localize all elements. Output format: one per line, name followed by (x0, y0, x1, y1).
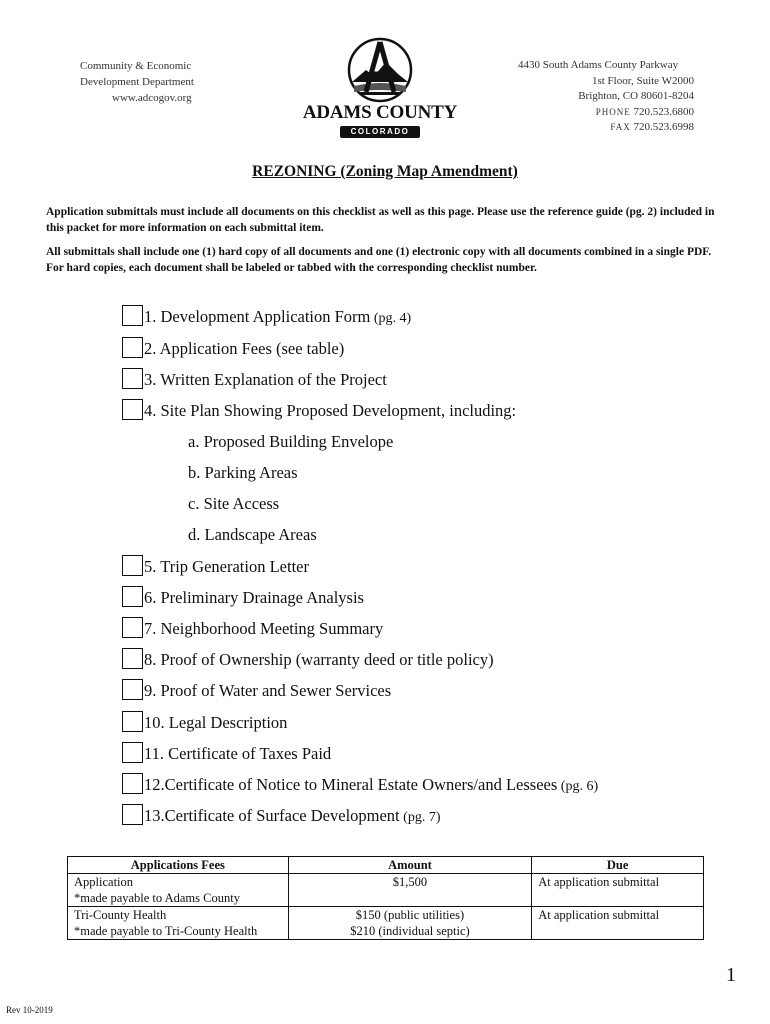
checklist-label-1: 1. Development Application Form (pg. 4) (144, 307, 412, 326)
checkbox-3[interactable] (122, 368, 143, 389)
checkbox-5[interactable] (122, 555, 143, 576)
checkbox-10[interactable] (122, 711, 143, 732)
due-cell: At application submittal (532, 907, 704, 940)
revision-label: Rev 10-2019 (6, 1005, 53, 1015)
checkbox-2[interactable] (122, 337, 143, 358)
checklist-label-5: 5. Trip Generation Letter (144, 557, 309, 576)
logo-state-banner: COLORADO (340, 126, 420, 138)
checklist-label-12: 12.Certificate of Notice to Mineral Estate Owners/and Lessees (pg. 6) (144, 775, 599, 794)
checkbox-9[interactable] (122, 679, 143, 700)
fax-line (518, 120, 694, 136)
amount-cell: $150 (public utilities) $210 (individual septic) (288, 907, 532, 940)
checkbox-7[interactable] (122, 617, 143, 638)
header-amount: Amount (288, 857, 532, 874)
checkbox-1[interactable] (122, 305, 143, 326)
checklist-label-10: 10. Legal Description (144, 713, 288, 732)
contact-info (518, 58, 694, 136)
fees-table (67, 856, 704, 940)
checklist-label-2: 2. Application Fees (see table) (144, 339, 345, 358)
fax-number: 720.523.6998 (633, 121, 694, 133)
checklist-label-9: 9. Proof of Water and Sewer Services (144, 681, 392, 700)
fax-label: FAX (610, 122, 631, 132)
checkbox-4[interactable] (122, 399, 143, 420)
checkbox-8[interactable] (122, 648, 143, 669)
county-seal-icon (300, 36, 460, 106)
phone-label: PHONE (595, 106, 631, 117)
subitem-d: d. Landscape Areas (188, 525, 317, 544)
checkbox-6[interactable] (122, 586, 143, 607)
logo-county-name: ADAMS COUNTY (302, 102, 458, 123)
fee-cell: Application *made payable to Adams County (68, 874, 289, 907)
department-line-1: Community & Economic (80, 60, 192, 72)
fee-cell: Tri-County Health *made payable to Tri-County Health (68, 907, 289, 940)
phone-number: 720.523.6800 (633, 105, 694, 118)
department-line-2: Development Department (80, 76, 194, 88)
intro-paragraph-1: Application submittals must include all documents on this checklist as well as this page. Please use the reference guide (pg. 2) included in this packet for more information on each submittal item. (46, 206, 715, 234)
checklist-label-8: 8. Proof of Ownership (warranty deed or title policy) (144, 650, 494, 669)
phone-line (518, 105, 694, 121)
header-applications-fees: Applications Fees (68, 857, 289, 874)
address-line-2: 1st Floor, Suite W2000 (591, 74, 694, 87)
website-link[interactable]: www.adcogov.org (112, 92, 192, 104)
checklist-label-4: 4. Site Plan Showing Proposed Development, including: (144, 401, 517, 420)
checklist-label-3: 3. Written Explanation of the Project (144, 370, 387, 389)
table-row (68, 874, 704, 907)
checklist-label-11: 11. Certificate of Taxes Paid (144, 744, 332, 763)
checklist-label-13: 13.Certificate of Surface Development (pg. 7) (144, 806, 441, 825)
header-due: Due (532, 857, 704, 874)
adams-county-logo (300, 36, 460, 144)
checklist-label-7: 7. Neighborhood Meeting Summary (144, 619, 384, 638)
table-row (68, 907, 704, 940)
subitem-b: b. Parking Areas (188, 463, 298, 482)
page-number: 1 (726, 964, 736, 986)
checkbox-12[interactable] (122, 773, 143, 794)
intro-paragraph-2: All submittals shall include one (1) hard copy of all documents and one (1) electronic copy with all documents combined in a single PDF. For hard copies, each document shall be labeled or tabbed with the corresponding checklist number. (46, 246, 712, 274)
address-line-1: 4430 South Adams County Parkway (518, 59, 679, 71)
checklist-label-6: 6. Preliminary Drainage Analysis (144, 588, 364, 607)
subitem-a: a. Proposed Building Envelope (188, 432, 394, 451)
checkbox-11[interactable] (122, 742, 143, 763)
page-title: REZONING (Zoning Map Amendment) (252, 163, 518, 180)
department-info (80, 58, 194, 106)
amount-cell: $1,500 (288, 874, 532, 907)
checkbox-13[interactable] (122, 804, 143, 825)
due-cell: At application submittal (532, 874, 704, 907)
address-line-3: Brighton, CO 80601-8204 (578, 90, 694, 102)
fees-table-header (68, 857, 704, 874)
subitem-c: c. Site Access (188, 494, 280, 513)
